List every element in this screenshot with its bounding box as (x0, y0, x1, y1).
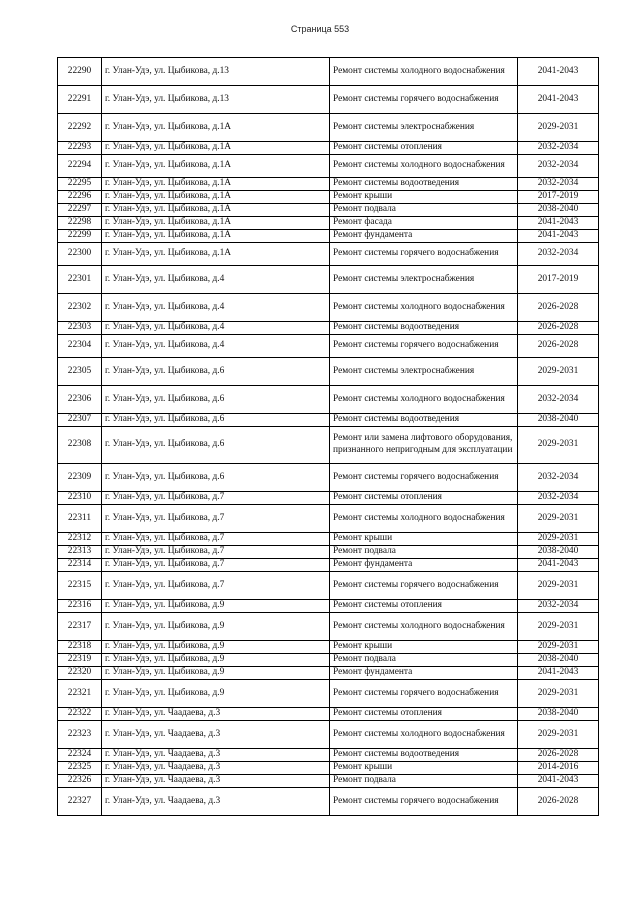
address-cell: г. Улан-Удэ, ул. Цыбикова, д.4 (102, 322, 330, 335)
row-number-cell: 22307 (58, 414, 102, 427)
table-row (58, 217, 599, 230)
row-number-cell: 22318 (58, 641, 102, 654)
address-cell: г. Улан-Удэ, ул. Цыбикова, д.13 (102, 86, 330, 114)
work-type-cell: Ремонт системы горячего водоснабжения (330, 680, 518, 708)
address-cell: г. Улан-Удэ, ул. Цыбикова, д.1А (102, 243, 330, 266)
table-row (58, 505, 599, 533)
period-cell: 2038-2040 (518, 204, 599, 217)
row-number-cell: 22292 (58, 114, 102, 142)
row-number-cell: 22296 (58, 191, 102, 204)
address-cell: г. Улан-Удэ, ул. Цыбикова, д.1А (102, 230, 330, 243)
row-number-cell: 22320 (58, 667, 102, 680)
table-row (58, 178, 599, 191)
table-row (58, 641, 599, 654)
table-body (58, 58, 599, 816)
period-cell: 2026-2028 (518, 294, 599, 322)
page-title: Страница 553 (290, 24, 350, 34)
row-number-cell: 22312 (58, 533, 102, 546)
work-type-cell: Ремонт фундамента (330, 230, 518, 243)
address-cell: г. Улан-Удэ, ул. Чаадаева, д.3 (102, 721, 330, 749)
work-type-cell: Ремонт или замена лифтового оборудования, признанного непригодным для эксплуатации (330, 427, 518, 464)
table-row (58, 204, 599, 217)
row-number-cell: 22313 (58, 546, 102, 559)
table-row (58, 762, 599, 775)
row-number-cell: 22311 (58, 505, 102, 533)
table-row (58, 191, 599, 204)
row-number-cell: 22303 (58, 322, 102, 335)
table-row (58, 155, 599, 178)
period-cell: 2038-2040 (518, 414, 599, 427)
address-cell: г. Улан-Удэ, ул. Цыбикова, д.1А (102, 204, 330, 217)
row-number-cell: 22308 (58, 427, 102, 464)
table-row (58, 58, 599, 86)
period-cell: 2041-2043 (518, 58, 599, 86)
table-row (58, 243, 599, 266)
work-type-cell: Ремонт крыши (330, 641, 518, 654)
period-cell: 2029-2031 (518, 680, 599, 708)
row-number-cell: 22319 (58, 654, 102, 667)
period-cell: 2017-2019 (518, 266, 599, 294)
period-cell: 2026-2028 (518, 322, 599, 335)
period-cell: 2041-2043 (518, 217, 599, 230)
work-type-cell: Ремонт системы электроснабжения (330, 266, 518, 294)
table-row (58, 708, 599, 721)
table-row (58, 86, 599, 114)
address-cell: г. Улан-Удэ, ул. Цыбикова, д.7 (102, 546, 330, 559)
row-number-cell: 22304 (58, 335, 102, 358)
address-cell: г. Улан-Удэ, ул. Цыбикова, д.9 (102, 600, 330, 613)
period-cell: 2029-2031 (518, 613, 599, 641)
period-cell: 2032-2034 (518, 492, 599, 505)
table-row (58, 335, 599, 358)
address-cell: г. Улан-Удэ, ул. Чаадаева, д.3 (102, 762, 330, 775)
address-cell: г. Улан-Удэ, ул. Цыбикова, д.7 (102, 492, 330, 505)
address-cell: г. Улан-Удэ, ул. Цыбикова, д.7 (102, 572, 330, 600)
table-row (58, 654, 599, 667)
period-cell: 2038-2040 (518, 546, 599, 559)
row-number-cell: 22315 (58, 572, 102, 600)
row-number-cell: 22321 (58, 680, 102, 708)
table-row (58, 667, 599, 680)
address-cell: г. Улан-Удэ, ул. Цыбикова, д.1А (102, 191, 330, 204)
work-type-cell: Ремонт системы водоотведения (330, 178, 518, 191)
period-cell: 2029-2031 (518, 358, 599, 386)
period-cell: 2014-2016 (518, 762, 599, 775)
work-type-cell: Ремонт системы водоотведения (330, 322, 518, 335)
period-cell: 2029-2031 (518, 114, 599, 142)
address-cell: г. Улан-Удэ, ул. Цыбикова, д.7 (102, 559, 330, 572)
work-type-cell: Ремонт системы горячего водоснабжения (330, 572, 518, 600)
row-number-cell: 22316 (58, 600, 102, 613)
row-number-cell: 22298 (58, 217, 102, 230)
table-row (58, 572, 599, 600)
address-cell: г. Улан-Удэ, ул. Цыбикова, д.1А (102, 114, 330, 142)
table-row (58, 546, 599, 559)
address-cell: г. Улан-Удэ, ул. Цыбикова, д.7 (102, 505, 330, 533)
period-cell: 2026-2028 (518, 335, 599, 358)
period-cell: 2038-2040 (518, 708, 599, 721)
period-cell: 2041-2043 (518, 667, 599, 680)
address-cell: г. Улан-Удэ, ул. Цыбикова, д.7 (102, 533, 330, 546)
address-cell: г. Улан-Удэ, ул. Цыбикова, д.13 (102, 58, 330, 86)
row-number-cell: 22305 (58, 358, 102, 386)
work-type-cell: Ремонт системы электроснабжения (330, 358, 518, 386)
period-cell: 2029-2031 (518, 533, 599, 546)
table-row (58, 294, 599, 322)
period-cell: 2032-2034 (518, 178, 599, 191)
work-type-cell: Ремонт крыши (330, 533, 518, 546)
row-number-cell: 22322 (58, 708, 102, 721)
period-cell: 2038-2040 (518, 654, 599, 667)
address-cell: г. Улан-Удэ, ул. Цыбикова, д.9 (102, 641, 330, 654)
period-cell: 2041-2043 (518, 230, 599, 243)
row-number-cell: 22299 (58, 230, 102, 243)
row-number-cell: 22317 (58, 613, 102, 641)
address-cell: г. Улан-Удэ, ул. Чаадаева, д.3 (102, 708, 330, 721)
table-row (58, 386, 599, 414)
work-type-cell: Ремонт системы электроснабжения (330, 114, 518, 142)
address-cell: г. Улан-Удэ, ул. Чаадаева, д.3 (102, 788, 330, 816)
row-number-cell: 22293 (58, 142, 102, 155)
address-cell: г. Улан-Удэ, ул. Цыбикова, д.4 (102, 335, 330, 358)
table-row (58, 358, 599, 386)
table-row (58, 464, 599, 492)
table-row (58, 322, 599, 335)
period-cell: 2017-2019 (518, 191, 599, 204)
address-cell: г. Улан-Удэ, ул. Цыбикова, д.4 (102, 266, 330, 294)
table-row (58, 721, 599, 749)
work-type-cell: Ремонт системы горячего водоснабжения (330, 464, 518, 492)
table-row (58, 749, 599, 762)
row-number-cell: 22300 (58, 243, 102, 266)
work-type-cell: Ремонт системы холодного водоснабжения (330, 294, 518, 322)
work-type-cell: Ремонт подвала (330, 546, 518, 559)
table-row (58, 559, 599, 572)
row-number-cell: 22297 (58, 204, 102, 217)
period-cell: 2029-2031 (518, 505, 599, 533)
work-type-cell: Ремонт системы водоотведения (330, 749, 518, 762)
row-number-cell: 22324 (58, 749, 102, 762)
row-number-cell: 22290 (58, 58, 102, 86)
table-row (58, 230, 599, 243)
row-number-cell: 22301 (58, 266, 102, 294)
work-type-cell: Ремонт фундамента (330, 667, 518, 680)
period-cell: 2029-2031 (518, 572, 599, 600)
address-cell: г. Улан-Удэ, ул. Чаадаева, д.3 (102, 749, 330, 762)
repair-schedule-table (57, 57, 599, 816)
address-cell: г. Улан-Удэ, ул. Цыбикова, д.1А (102, 155, 330, 178)
work-type-cell: Ремонт системы горячего водоснабжения (330, 243, 518, 266)
table-row (58, 414, 599, 427)
work-type-cell: Ремонт подвала (330, 204, 518, 217)
work-type-cell: Ремонт системы холодного водоснабжения (330, 613, 518, 641)
work-type-cell: Ремонт фундамента (330, 559, 518, 572)
address-cell: г. Улан-Удэ, ул. Цыбикова, д.9 (102, 680, 330, 708)
work-type-cell: Ремонт системы горячего водоснабжения (330, 86, 518, 114)
row-number-cell: 22326 (58, 775, 102, 788)
period-cell: 2026-2028 (518, 749, 599, 762)
period-cell: 2041-2043 (518, 559, 599, 572)
address-cell: г. Улан-Удэ, ул. Цыбикова, д.4 (102, 294, 330, 322)
address-cell: г. Улан-Удэ, ул. Цыбикова, д.6 (102, 414, 330, 427)
table-row (58, 427, 599, 464)
address-cell: г. Улан-Удэ, ул. Цыбикова, д.1А (102, 217, 330, 230)
work-type-cell: Ремонт системы отопления (330, 142, 518, 155)
work-type-cell: Ремонт крыши (330, 762, 518, 775)
work-type-cell: Ремонт системы горячего водоснабжения (330, 335, 518, 358)
work-type-cell: Ремонт системы холодного водоснабжения (330, 386, 518, 414)
table-row (58, 788, 599, 816)
work-type-cell: Ремонт системы холодного водоснабжения (330, 58, 518, 86)
row-number-cell: 22309 (58, 464, 102, 492)
table-row (58, 266, 599, 294)
row-number-cell: 22323 (58, 721, 102, 749)
address-cell: г. Улан-Удэ, ул. Цыбикова, д.6 (102, 386, 330, 414)
period-cell: 2032-2034 (518, 464, 599, 492)
row-number-cell: 22295 (58, 178, 102, 191)
work-type-cell: Ремонт подвала (330, 654, 518, 667)
table-row (58, 775, 599, 788)
period-cell: 2029-2031 (518, 641, 599, 654)
work-type-cell: Ремонт системы отопления (330, 708, 518, 721)
table-row (58, 600, 599, 613)
period-cell: 2032-2034 (518, 243, 599, 266)
work-type-cell: Ремонт системы отопления (330, 492, 518, 505)
period-cell: 2032-2034 (518, 386, 599, 414)
period-cell: 2029-2031 (518, 427, 599, 464)
address-cell: г. Улан-Удэ, ул. Цыбикова, д.1А (102, 142, 330, 155)
table-row (58, 533, 599, 546)
period-cell: 2032-2034 (518, 600, 599, 613)
address-cell: г. Улан-Удэ, ул. Цыбикова, д.6 (102, 464, 330, 492)
row-number-cell: 22314 (58, 559, 102, 572)
work-type-cell: Ремонт системы горячего водоснабжения (330, 788, 518, 816)
work-type-cell: Ремонт системы водоотведения (330, 414, 518, 427)
table-row (58, 680, 599, 708)
work-type-cell: Ремонт фасада (330, 217, 518, 230)
period-cell: 2041-2043 (518, 775, 599, 788)
row-number-cell: 22327 (58, 788, 102, 816)
work-type-cell: Ремонт системы отопления (330, 600, 518, 613)
work-type-cell: Ремонт системы холодного водоснабжения (330, 721, 518, 749)
row-number-cell: 22306 (58, 386, 102, 414)
work-type-cell: Ремонт системы холодного водоснабжения (330, 505, 518, 533)
row-number-cell: 22310 (58, 492, 102, 505)
work-type-cell: Ремонт крыши (330, 191, 518, 204)
period-cell: 2029-2031 (518, 721, 599, 749)
address-cell: г. Улан-Удэ, ул. Цыбикова, д.6 (102, 427, 330, 464)
period-cell: 2041-2043 (518, 86, 599, 114)
period-cell: 2032-2034 (518, 142, 599, 155)
work-type-cell: Ремонт системы холодного водоснабжения (330, 155, 518, 178)
table-row (58, 142, 599, 155)
period-cell: 2026-2028 (518, 788, 599, 816)
work-type-cell: Ремонт подвала (330, 775, 518, 788)
address-cell: г. Улан-Удэ, ул. Цыбикова, д.9 (102, 667, 330, 680)
address-cell: г. Улан-Удэ, ул. Цыбикова, д.9 (102, 654, 330, 667)
table-row (58, 114, 599, 142)
row-number-cell: 22294 (58, 155, 102, 178)
row-number-cell: 22291 (58, 86, 102, 114)
address-cell: г. Улан-Удэ, ул. Цыбикова, д.9 (102, 613, 330, 641)
row-number-cell: 22325 (58, 762, 102, 775)
address-cell: г. Улан-Удэ, ул. Цыбикова, д.1А (102, 178, 330, 191)
address-cell: г. Улан-Удэ, ул. Чаадаева, д.3 (102, 775, 330, 788)
row-number-cell: 22302 (58, 294, 102, 322)
period-cell: 2032-2034 (518, 155, 599, 178)
address-cell: г. Улан-Удэ, ул. Цыбикова, д.6 (102, 358, 330, 386)
table-row (58, 492, 599, 505)
table-row (58, 613, 599, 641)
